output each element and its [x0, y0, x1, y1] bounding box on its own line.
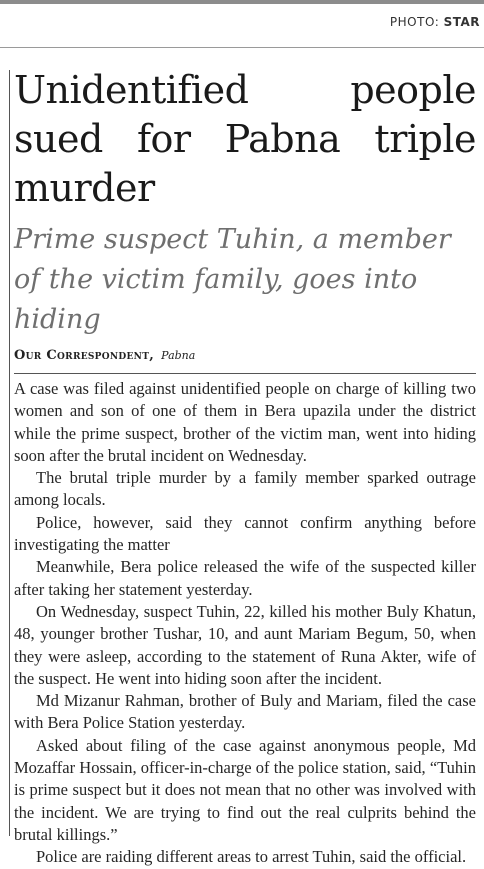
photo-credit — [390, 15, 480, 29]
column-rule — [9, 70, 10, 836]
subhead: Prime suspect Tuhin, a member of the victim family, goes into hiding — [14, 224, 451, 335]
paragraph-7: Asked about filing of the case against anonymous people, Md Mozaffar Hossain, officer-in-charge of the police station, said, “Tuhin is prime suspect but it does not mean that no other was involved with the incident. We are trying to find out the real culprits behind the brutal killings.” — [14, 735, 476, 844]
article-body — [14, 378, 476, 869]
paragraph-4: Meanwhile, Bera police released the wife of the suspected killer after taking her statement yesterday. — [14, 557, 476, 599]
byline — [14, 347, 476, 365]
credit-rule — [0, 47, 484, 48]
byline-reporter: Our Correspondent, — [14, 348, 155, 363]
photo-credit-prefix: PHOTO: — [389, 15, 444, 29]
paragraph-3: Police, however, said they cannot confirm anything before investigating the matter — [14, 512, 476, 555]
paragraph-6: Md Mizanur Rahman, brother of Buly and Mariam, filed the case with Bera Police Station yesterday. — [14, 691, 476, 733]
article — [14, 66, 476, 869]
top-rule — [0, 0, 484, 4]
paragraph-1: A case was filed against unidentified people on charge of killing two women and son of one of them in Bera upazila under the district while the prime suspect, brother of the victim man, went into hiding soon after the brutal incident on Wednesday. — [14, 379, 476, 465]
byline-rule — [14, 373, 476, 374]
byline-location: Pabna — [161, 349, 196, 362]
paragraph-2: The brutal triple murder by a family member sparked outrage among locals. — [14, 468, 476, 510]
headline: Unidentified people sued for Pabna triple murder — [14, 68, 476, 210]
photo-credit-name: STAR — [443, 15, 480, 29]
paragraph-5: On Wednesday, suspect Tuhin, 22, killed his mother Buly Khatun, 48, younger brother Tushar, 10, and aunt Mariam Begum, 50, when they were asleep, according to the statement of Runa Akter, wife of the suspect. He went into hiding soon after the incident. — [14, 601, 476, 688]
paragraph-8: Police are raiding different areas to arrest Tuhin, said the official. — [36, 847, 467, 867]
